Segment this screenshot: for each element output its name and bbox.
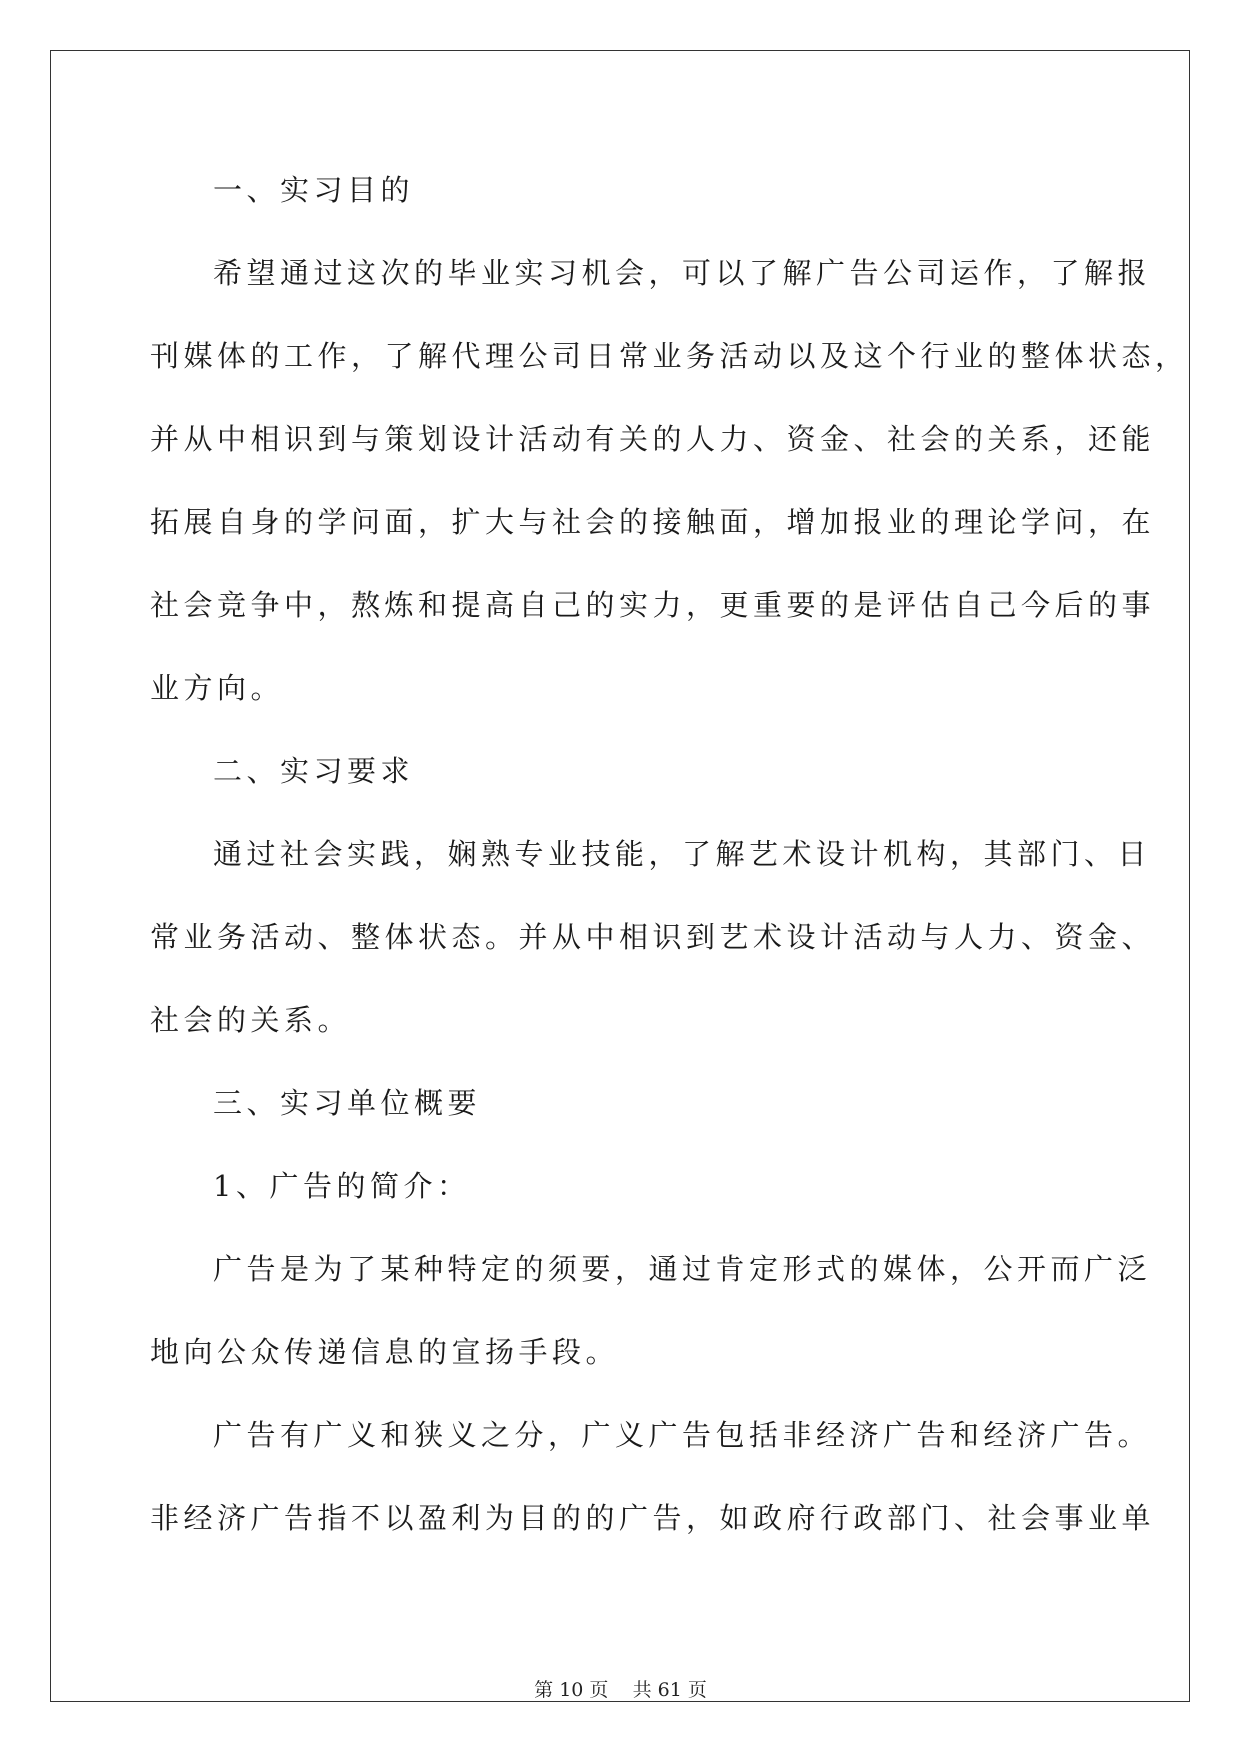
paragraph-line: 业方向。: [150, 671, 285, 705]
paragraph-line: 社会的关系。: [150, 1003, 352, 1037]
paragraph-line: 广告是为了某种特定的须要，通过肯定形式的媒体，公开而广泛: [213, 1252, 1152, 1286]
page-number: 第 10 页 共 61 页: [534, 1679, 707, 1701]
paragraph-line: 刊媒体的工作，了解代理公司日常业务活动以及这个行业的整体状态，: [150, 339, 1189, 373]
paragraph-line: 地向公众传递信息的宣扬手段。: [150, 1335, 620, 1369]
paragraph-line: 希望通过这次的毕业实习机会，可以了解广告公司运作，了解报: [213, 256, 1152, 290]
heading-internship-purpose: 一、实习目的: [213, 173, 415, 207]
paragraph-line: 社会竞争中，熬炼和提高自己的实力，更重要的是评估自己今后的事: [150, 588, 1156, 622]
paragraph-line: 广告有广义和狭义之分，广义广告包括非经济广告和经济广告。: [213, 1418, 1152, 1452]
paragraph-line: 非经济广告指不以盈利为目的的广告，如政府行政部门、社会事业单: [150, 1501, 1156, 1535]
paragraph-line: 常业务活动、整体状态。并从中相识到艺术设计活动与人力、资金、: [150, 920, 1156, 954]
heading-internship-requirements: 二、实习要求: [213, 754, 415, 788]
paragraph-line: 通过社会实践，娴熟专业技能，了解艺术设计机构，其部门、日: [213, 837, 1152, 871]
paragraph-line: 并从中相识到与策划设计活动有关的人力、资金、社会的关系，还能: [150, 422, 1156, 456]
subheading-ad-intro: 1、广告的简介：: [213, 1169, 471, 1203]
paragraph-line: 拓展自身的学问面，扩大与社会的接触面，增加报业的理论学问，在: [150, 505, 1156, 539]
heading-unit-overview: 三、实习单位概要: [213, 1086, 482, 1120]
